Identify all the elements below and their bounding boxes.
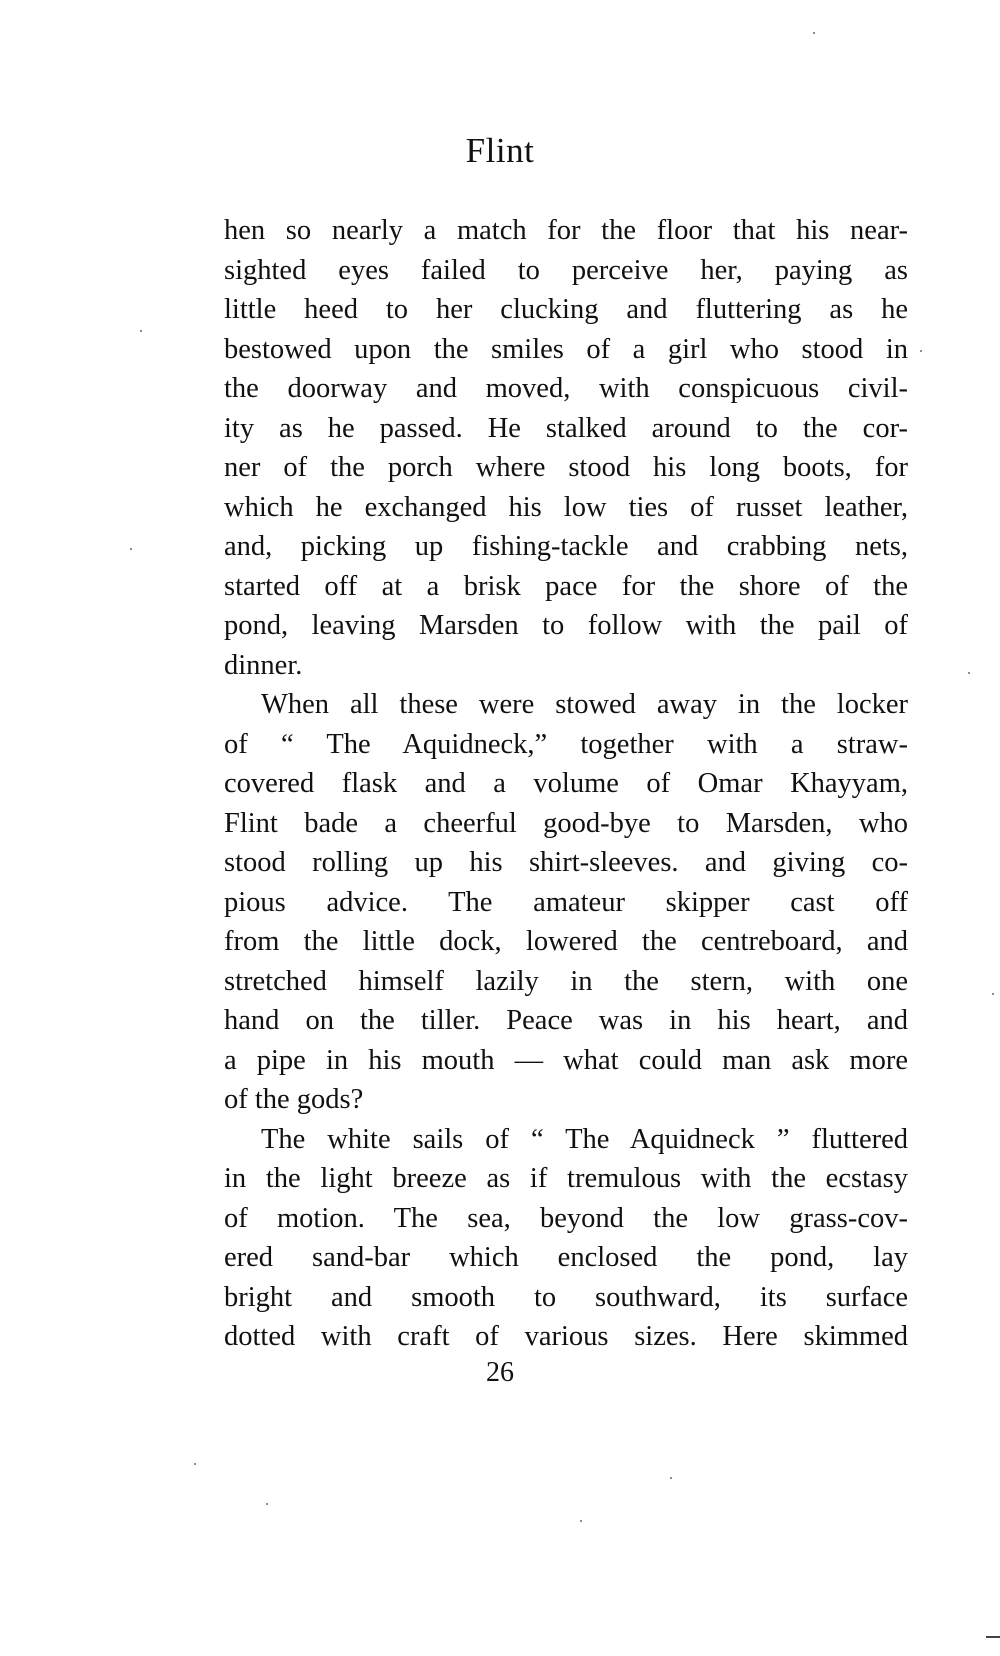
paragraph-3 (224, 1120, 908, 1357)
running-head: Flint (465, 131, 535, 170)
text-line: and, picking up fishing-tackle and crabbing nets, (224, 531, 908, 562)
scan-edge-mark (986, 1636, 1000, 1638)
text-line: ner of the porch where stood his long boots, for (224, 452, 908, 483)
text-line: The white sails of “ The Aquidneck ” fluttered (261, 1123, 908, 1155)
text-line: pious advice. The amateur skipper cast off (224, 886, 908, 918)
text-line: of “ The Aquidneck,” together with a straw- (224, 728, 908, 760)
text-line: in the light breeze as if tremulous with the ecstasy (224, 1163, 908, 1194)
text-line: ered sand-bar which enclosed the pond, lay (224, 1242, 908, 1273)
text-line: started off at a brisk pace for the shore of the (224, 570, 908, 602)
text-line: pond, leaving Marsden to follow with the pail of (224, 610, 908, 641)
page-number: 26 (486, 1357, 514, 1388)
scan-speck (580, 1520, 582, 1522)
scan-speck (992, 993, 994, 995)
text-line: a pipe in his mouth — what could man ask more (224, 1044, 908, 1076)
text-line: hen so nearly a match for the floor that his near- (224, 215, 908, 246)
paragraph-1 (224, 211, 908, 685)
text-line: from the little dock, lowered the centreboard, and (224, 926, 908, 957)
scan-speck (968, 672, 970, 674)
text-line: little heed to her clucking and fluttering as he (224, 294, 908, 325)
scan-speck (813, 32, 815, 34)
scan-speck (920, 350, 922, 352)
paragraph-2 (224, 685, 908, 1120)
text-line: sighted eyes failed to perceive her, paying as (224, 254, 908, 286)
text-line: of the gods? (224, 1084, 364, 1115)
text-line: dotted with craft of various sizes. Here skimmed (224, 1321, 908, 1352)
body-text (224, 211, 908, 1357)
text-line: hand on the tiller. Peace was in his heart, and (224, 1005, 908, 1036)
text-line: ity as he passed. He stalked around to the cor- (224, 412, 908, 444)
scan-speck (194, 1463, 196, 1465)
text-line: bestowed upon the smiles of a girl who stood in (224, 333, 908, 365)
text-line: Flint bade a cheerful good-bye to Marsden, who (224, 807, 908, 839)
text-line: the doorway and moved, with conspicuous civil- (224, 373, 908, 404)
text-line: When all these were stowed away in the locker (261, 689, 908, 720)
scan-speck (140, 330, 142, 332)
text-line: covered flask and a volume of Omar Khayyam, (224, 768, 908, 799)
text-line: stood rolling up his shirt-sleeves. and giving co- (224, 847, 908, 878)
scan-speck (670, 1477, 672, 1479)
text-line: which he exchanged his low ties of russet leather, (224, 491, 908, 523)
text-line: stretched himself lazily in the stern, with one (224, 965, 908, 997)
text-line: bright and smooth to southward, its surface (224, 1281, 908, 1313)
text-line: of motion. The sea, beyond the low grass-cov- (224, 1202, 908, 1234)
scan-speck (130, 548, 132, 550)
text-line: dinner. (224, 649, 303, 681)
scan-speck (266, 1503, 268, 1505)
